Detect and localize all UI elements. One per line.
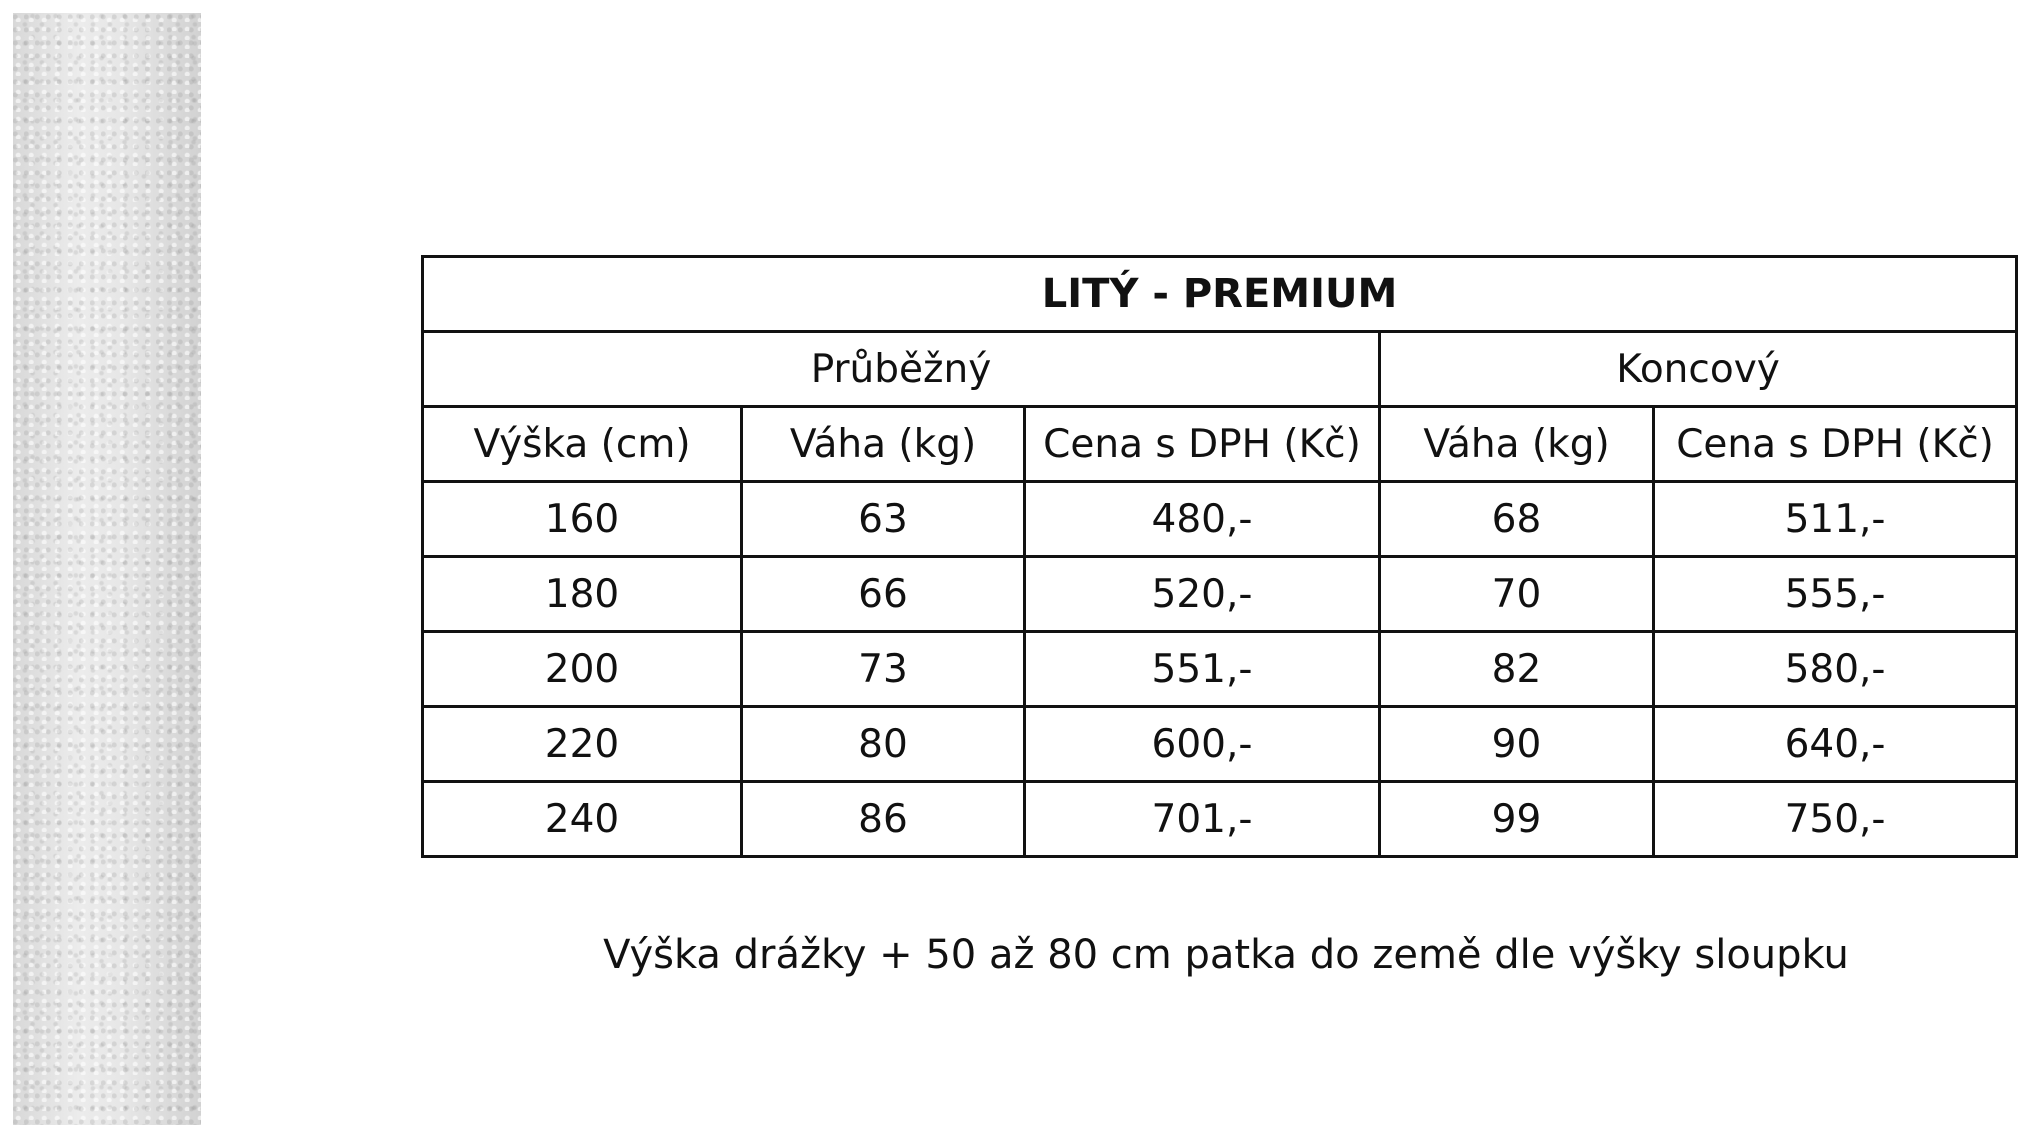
table-cell: 68 xyxy=(1380,482,1654,557)
table-cell: 580,- xyxy=(1654,632,2017,707)
table-cell: 70 xyxy=(1380,557,1654,632)
table-cell: 750,- xyxy=(1654,782,2017,857)
table-cell: 551,- xyxy=(1025,632,1380,707)
column-header-prubezny-cena: Cena s DPH (Kč) xyxy=(1025,407,1380,482)
price-table xyxy=(421,255,2018,858)
group-header-prubezny: Průběžný xyxy=(423,332,1380,407)
column-header-koncovy-cena: Cena s DPH (Kč) xyxy=(1654,407,2017,482)
column-header-vyska: Výška (cm) xyxy=(423,407,742,482)
table-cell: 80 xyxy=(742,707,1025,782)
title-row xyxy=(423,257,2017,332)
group-header-koncovy: Koncový xyxy=(1380,332,2017,407)
table-cell: 240 xyxy=(423,782,742,857)
table-cell: 600,- xyxy=(1025,707,1380,782)
table-cell: 63 xyxy=(742,482,1025,557)
table-cell: 200 xyxy=(423,632,742,707)
table-row xyxy=(423,707,2017,782)
table-cell: 520,- xyxy=(1025,557,1380,632)
table-row xyxy=(423,557,2017,632)
footnote: Výška drážky + 50 až 80 cm patka do země dle výšky sloupku xyxy=(603,932,1849,978)
group-header-row xyxy=(423,332,2017,407)
table-cell: 86 xyxy=(742,782,1025,857)
table-title: LITÝ - PREMIUM xyxy=(423,257,2017,332)
table-cell: 220 xyxy=(423,707,742,782)
table-cell: 99 xyxy=(1380,782,1654,857)
table-cell: 73 xyxy=(742,632,1025,707)
column-header-prubezny-vaha: Váha (kg) xyxy=(742,407,1025,482)
table-row xyxy=(423,482,2017,557)
table-cell: 82 xyxy=(1380,632,1654,707)
table-row xyxy=(423,632,2017,707)
table-cell: 701,- xyxy=(1025,782,1380,857)
table-cell: 180 xyxy=(423,557,742,632)
table-cell: 480,- xyxy=(1025,482,1380,557)
table-cell: 511,- xyxy=(1654,482,2017,557)
table-row xyxy=(423,782,2017,857)
table-cell: 160 xyxy=(423,482,742,557)
table-cell: 640,- xyxy=(1654,707,2017,782)
table-cell: 555,- xyxy=(1654,557,2017,632)
table-cell: 90 xyxy=(1380,707,1654,782)
column-header-row xyxy=(423,407,2017,482)
concrete-post-image xyxy=(13,13,201,1125)
column-header-koncovy-vaha: Váha (kg) xyxy=(1380,407,1654,482)
table-cell: 66 xyxy=(742,557,1025,632)
